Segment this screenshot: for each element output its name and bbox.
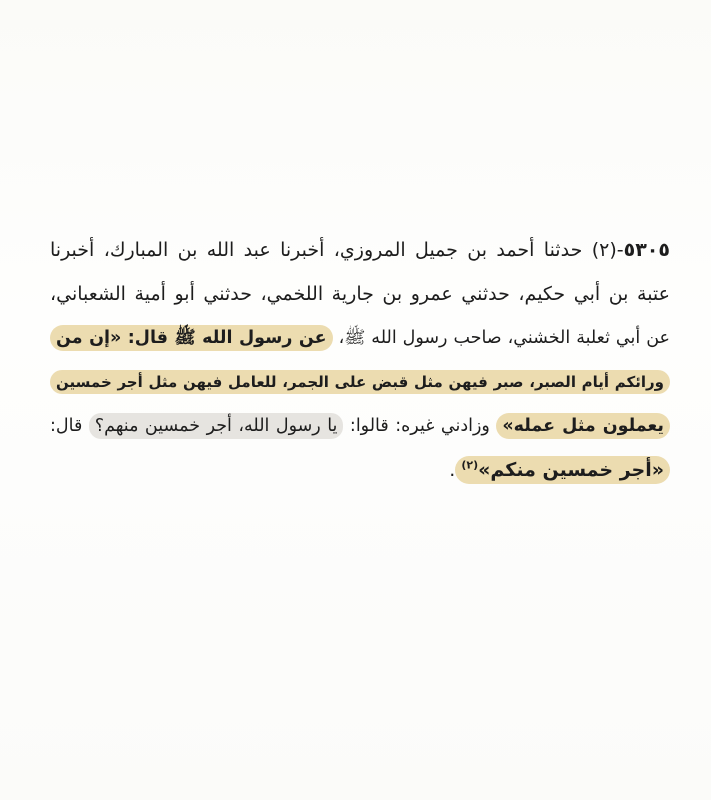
hadith-line-2 <box>50 272 670 316</box>
matn-highlight-2: ورائكم أيام الصبر، صبر فيهن مثل قبض على الجمر، للعامل فيهن مثل أجر خمسين <box>50 370 670 394</box>
isnad-text-1: -(٢) حدثنا أحمد بن جميل المروزي، أخبرنا عبد الله بن المبارك، أخبرنا <box>50 239 624 261</box>
hadith-line-4 <box>50 360 670 404</box>
isnad-text-2: عتبة بن أبي حكيم، حدثني عمرو بن جارية اللخمي، حدثني أبو أمية الشعباني، <box>50 283 670 305</box>
hadith-line-6 <box>50 448 670 492</box>
end-period: . <box>449 459 456 481</box>
said-label: قال: <box>50 416 83 436</box>
hadith-line-1 <box>50 228 670 272</box>
addition-text: وزادني غيره: قالوا: <box>349 416 490 436</box>
question-highlight: يا رسول الله، أجر خمسين منهم؟ <box>89 413 344 439</box>
answer-text: «أجر خمسين منكم» <box>478 459 664 481</box>
hadith-number: ٥٣٠٥ <box>623 239 670 261</box>
hadith-line-3 <box>50 316 670 360</box>
matn-highlight-1: عن رسول الله ﷺ قال: «إن من <box>50 325 333 351</box>
footnote-marker: (٢) <box>461 458 479 472</box>
hadith-text <box>50 228 670 492</box>
isnad-text-3: عن أبي ثعلبة الخشني، صاحب رسول الله ﷺ، <box>338 328 670 348</box>
matn-highlight-3: يعملون مثل عمله» <box>496 413 670 439</box>
answer-highlight <box>455 456 670 484</box>
hadith-line-5 <box>50 404 670 448</box>
